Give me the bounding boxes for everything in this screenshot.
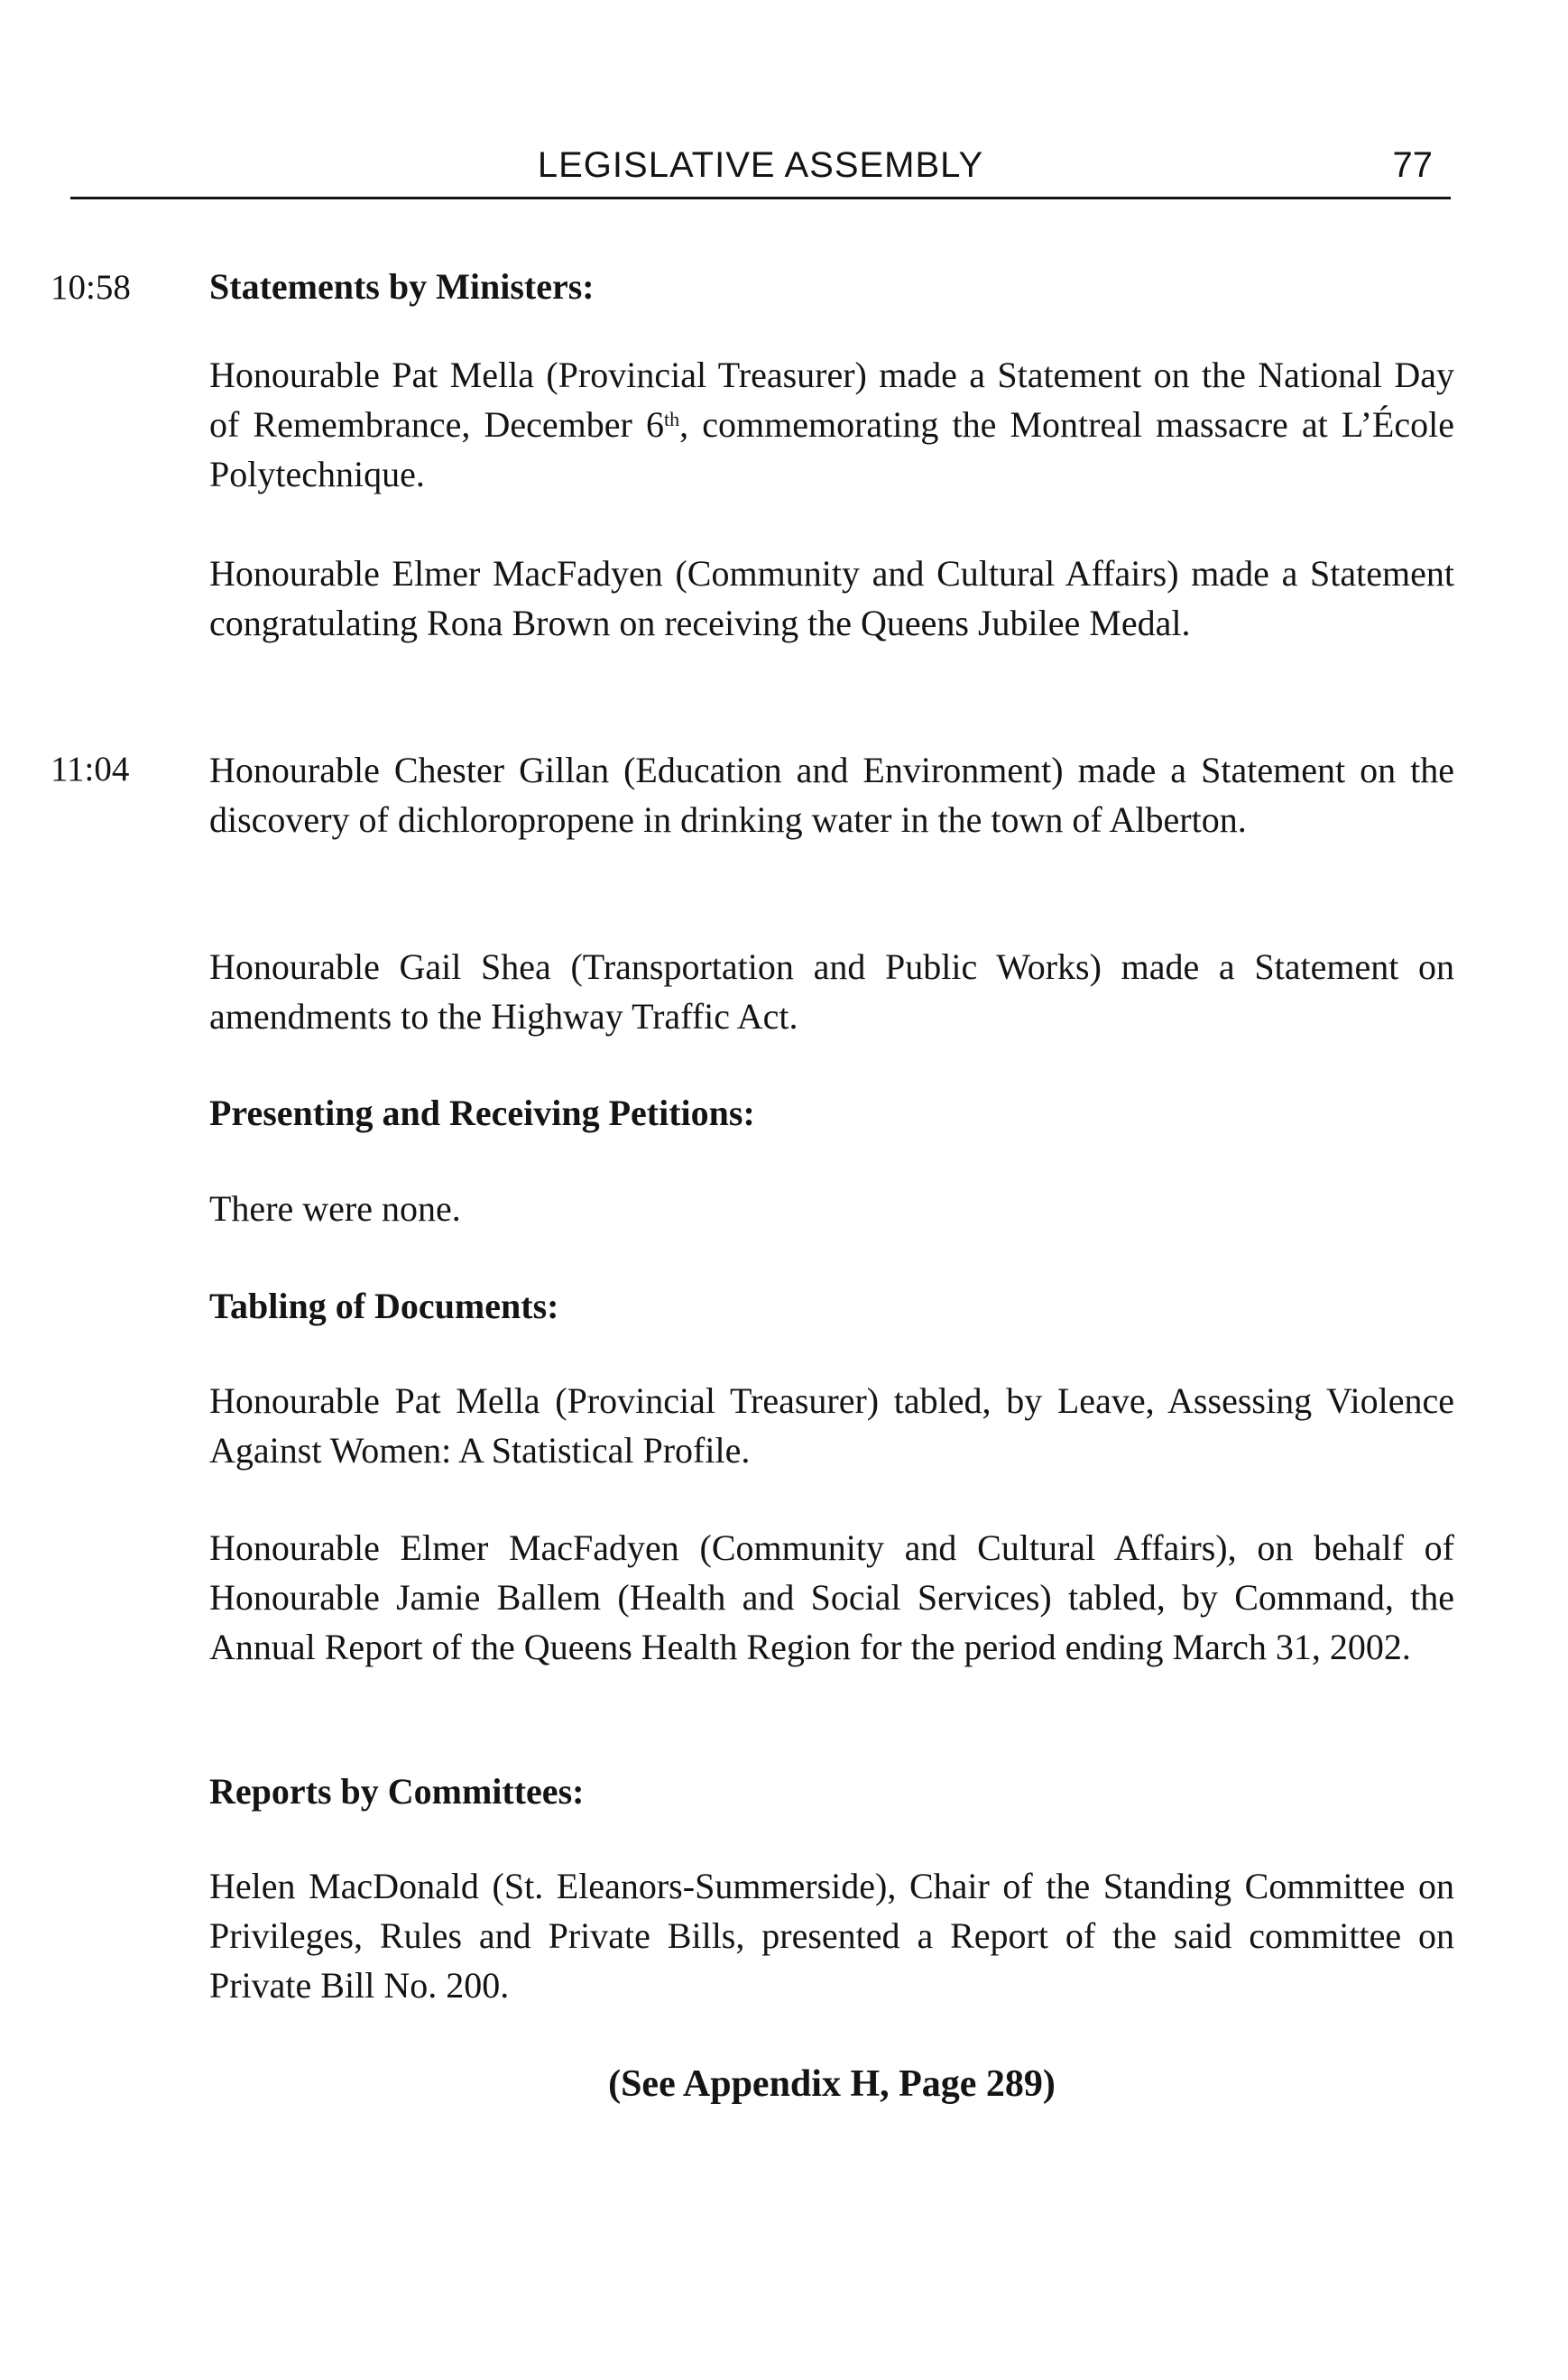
page-number: 77 [1392,145,1433,185]
header-title: LEGISLATIVE ASSEMBLY [537,145,984,185]
paragraph-gillan-statement: Honourable Chester Gillan (Education and Environment) made a Statement on the discovery of dichloropropene in drinking water in the town of Alberton. [209,750,1454,840]
text-segment: Honourable Pat Mella (Provincial Treasurer) made a Statement on the National Day of Remembrance, December 6 [209,355,1454,445]
paragraph-macfadyen-tabled: Honourable Elmer MacFadyen (Community and Cultural Affairs), on behalf of Honourable Jamie Ballem (Health and Social Services) tabled, by Command, the Annual Report of the Queens Health Region for the period ending March 31, 2002. [209,1527,1454,1667]
paragraph-macfadyen-statement: Honourable Elmer MacFadyen (Community and Cultural Affairs) made a Statement congratulating Rona Brown on receiving the Queens Jubilee Medal. [209,553,1454,643]
paragraph-shea-statement: Honourable Gail Shea (Transportation and Public Works) made a Statement on amendments to the Highway Traffic Act. [209,946,1454,1037]
text-segment: , commemorating the Montreal massacre at L’École Polytechnique. [209,404,1454,494]
timestamp-1058: 10:58 [51,268,131,307]
paragraph-mella-tabled: Honourable Pat Mella (Provincial Treasurer) tabled, by Leave, Assessing Violence Against Women: A Statistical Profile. [209,1380,1454,1471]
page-header [70,143,1451,199]
paragraph-no-petitions: There were none. [209,1188,461,1229]
heading-reports-by-committees: Reports by Committees: [209,1771,585,1812]
paragraph-macdonald-report: Helen MacDonald (St. Eleanors-Summerside), Chair of the Standing Committee on Privileges, Rules and Private Bills, presented a Report of the said committee on Private Bill No. 200. [209,1866,1454,2006]
superscript-th: th [663,408,680,430]
heading-statements-by-ministers: Statements by Ministers: [209,266,595,307]
heading-tabling-of-documents: Tabling of Documents: [209,1286,559,1326]
paragraph-mella-statement [209,350,1454,499]
timestamp-1104: 11:04 [51,750,130,789]
heading-petitions: Presenting and Receiving Petitions: [209,1093,755,1133]
appendix-reference: (See Appendix H, Page 289) [608,2063,1056,2105]
